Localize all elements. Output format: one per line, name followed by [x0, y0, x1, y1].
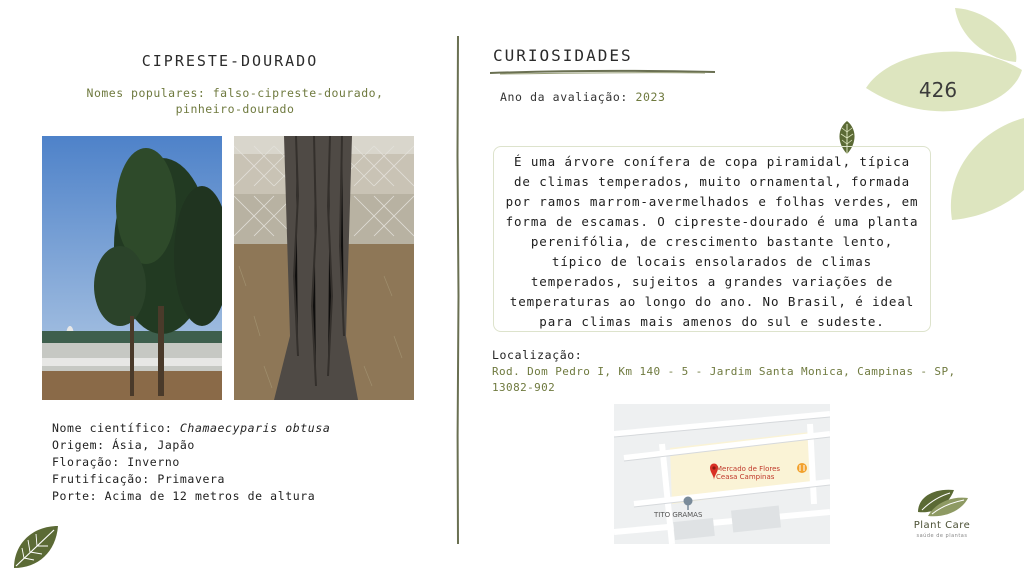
leaf-shape-icon — [951, 118, 1024, 220]
year-value: 2023 — [635, 90, 666, 104]
title-brush-underline — [490, 68, 715, 76]
plant-title: CIPRESTE-DOURADO — [141, 52, 319, 70]
brand-tagline: saúde de plantas — [916, 533, 968, 539]
map-place-label[interactable]: Mercado de Flores Ceasa Campinas — [716, 465, 781, 481]
origin-line: Origem: Ásia, Japão — [52, 438, 195, 452]
bottom-left-leaf-icon — [10, 522, 60, 572]
year-label: Ano da avaliação: — [500, 90, 628, 104]
location-address: Rod. Dom Pedro I, Km 140 - 5 - Jardim Santa Monica, Campinas - SP, 13082-902 — [492, 365, 956, 394]
curiosities-title: CURIOSIDADES — [493, 46, 633, 65]
tree-photo-full — [42, 136, 222, 400]
description-text: É uma árvore conífera de copa piramidal, típica de climas temperados, muito ornamental, formada por ramos marrom-avermelhados e folhas verdes, em forma de escamas. O cipreste-dourado é uma planta perenifólia, de crescimento bastante lento, típico de locais ensolarados de climas temperados, sujeitos a grandes variações de temperaturas ao longo do ano. No Brasil, é ideal para climas mais amenos do sul e sudeste. — [505, 154, 919, 329]
vertical-divider — [456, 36, 460, 544]
brand-name: Plant Care — [913, 520, 971, 531]
tree-trunk-photo — [234, 136, 414, 400]
food-place-icon[interactable] — [797, 463, 807, 473]
scientific-name: Chamaecyparis obtusa — [179, 421, 331, 435]
page-number: 426 — [918, 78, 958, 102]
description-box — [493, 146, 931, 332]
location-map[interactable] — [614, 404, 830, 544]
map-street-label: TITO GRAMAS — [654, 511, 703, 519]
location-label: Localização: — [492, 348, 583, 362]
scientific-name-line: Nome científico: Chamaecyparis obtusa — [52, 421, 331, 435]
flowering-line: Floração: Inverno — [52, 455, 180, 469]
popular-names: Nomes populares: falso-cipreste-dourado, pinheiro-dourado — [86, 86, 384, 116]
plant-facts — [52, 420, 412, 505]
size-line: Porte: Acima de 12 metros de altura — [52, 489, 316, 503]
evaluation-year — [500, 90, 666, 104]
plant-care-logo-icon — [914, 486, 970, 518]
fruiting-line: Frutificação: Primavera — [52, 472, 226, 486]
